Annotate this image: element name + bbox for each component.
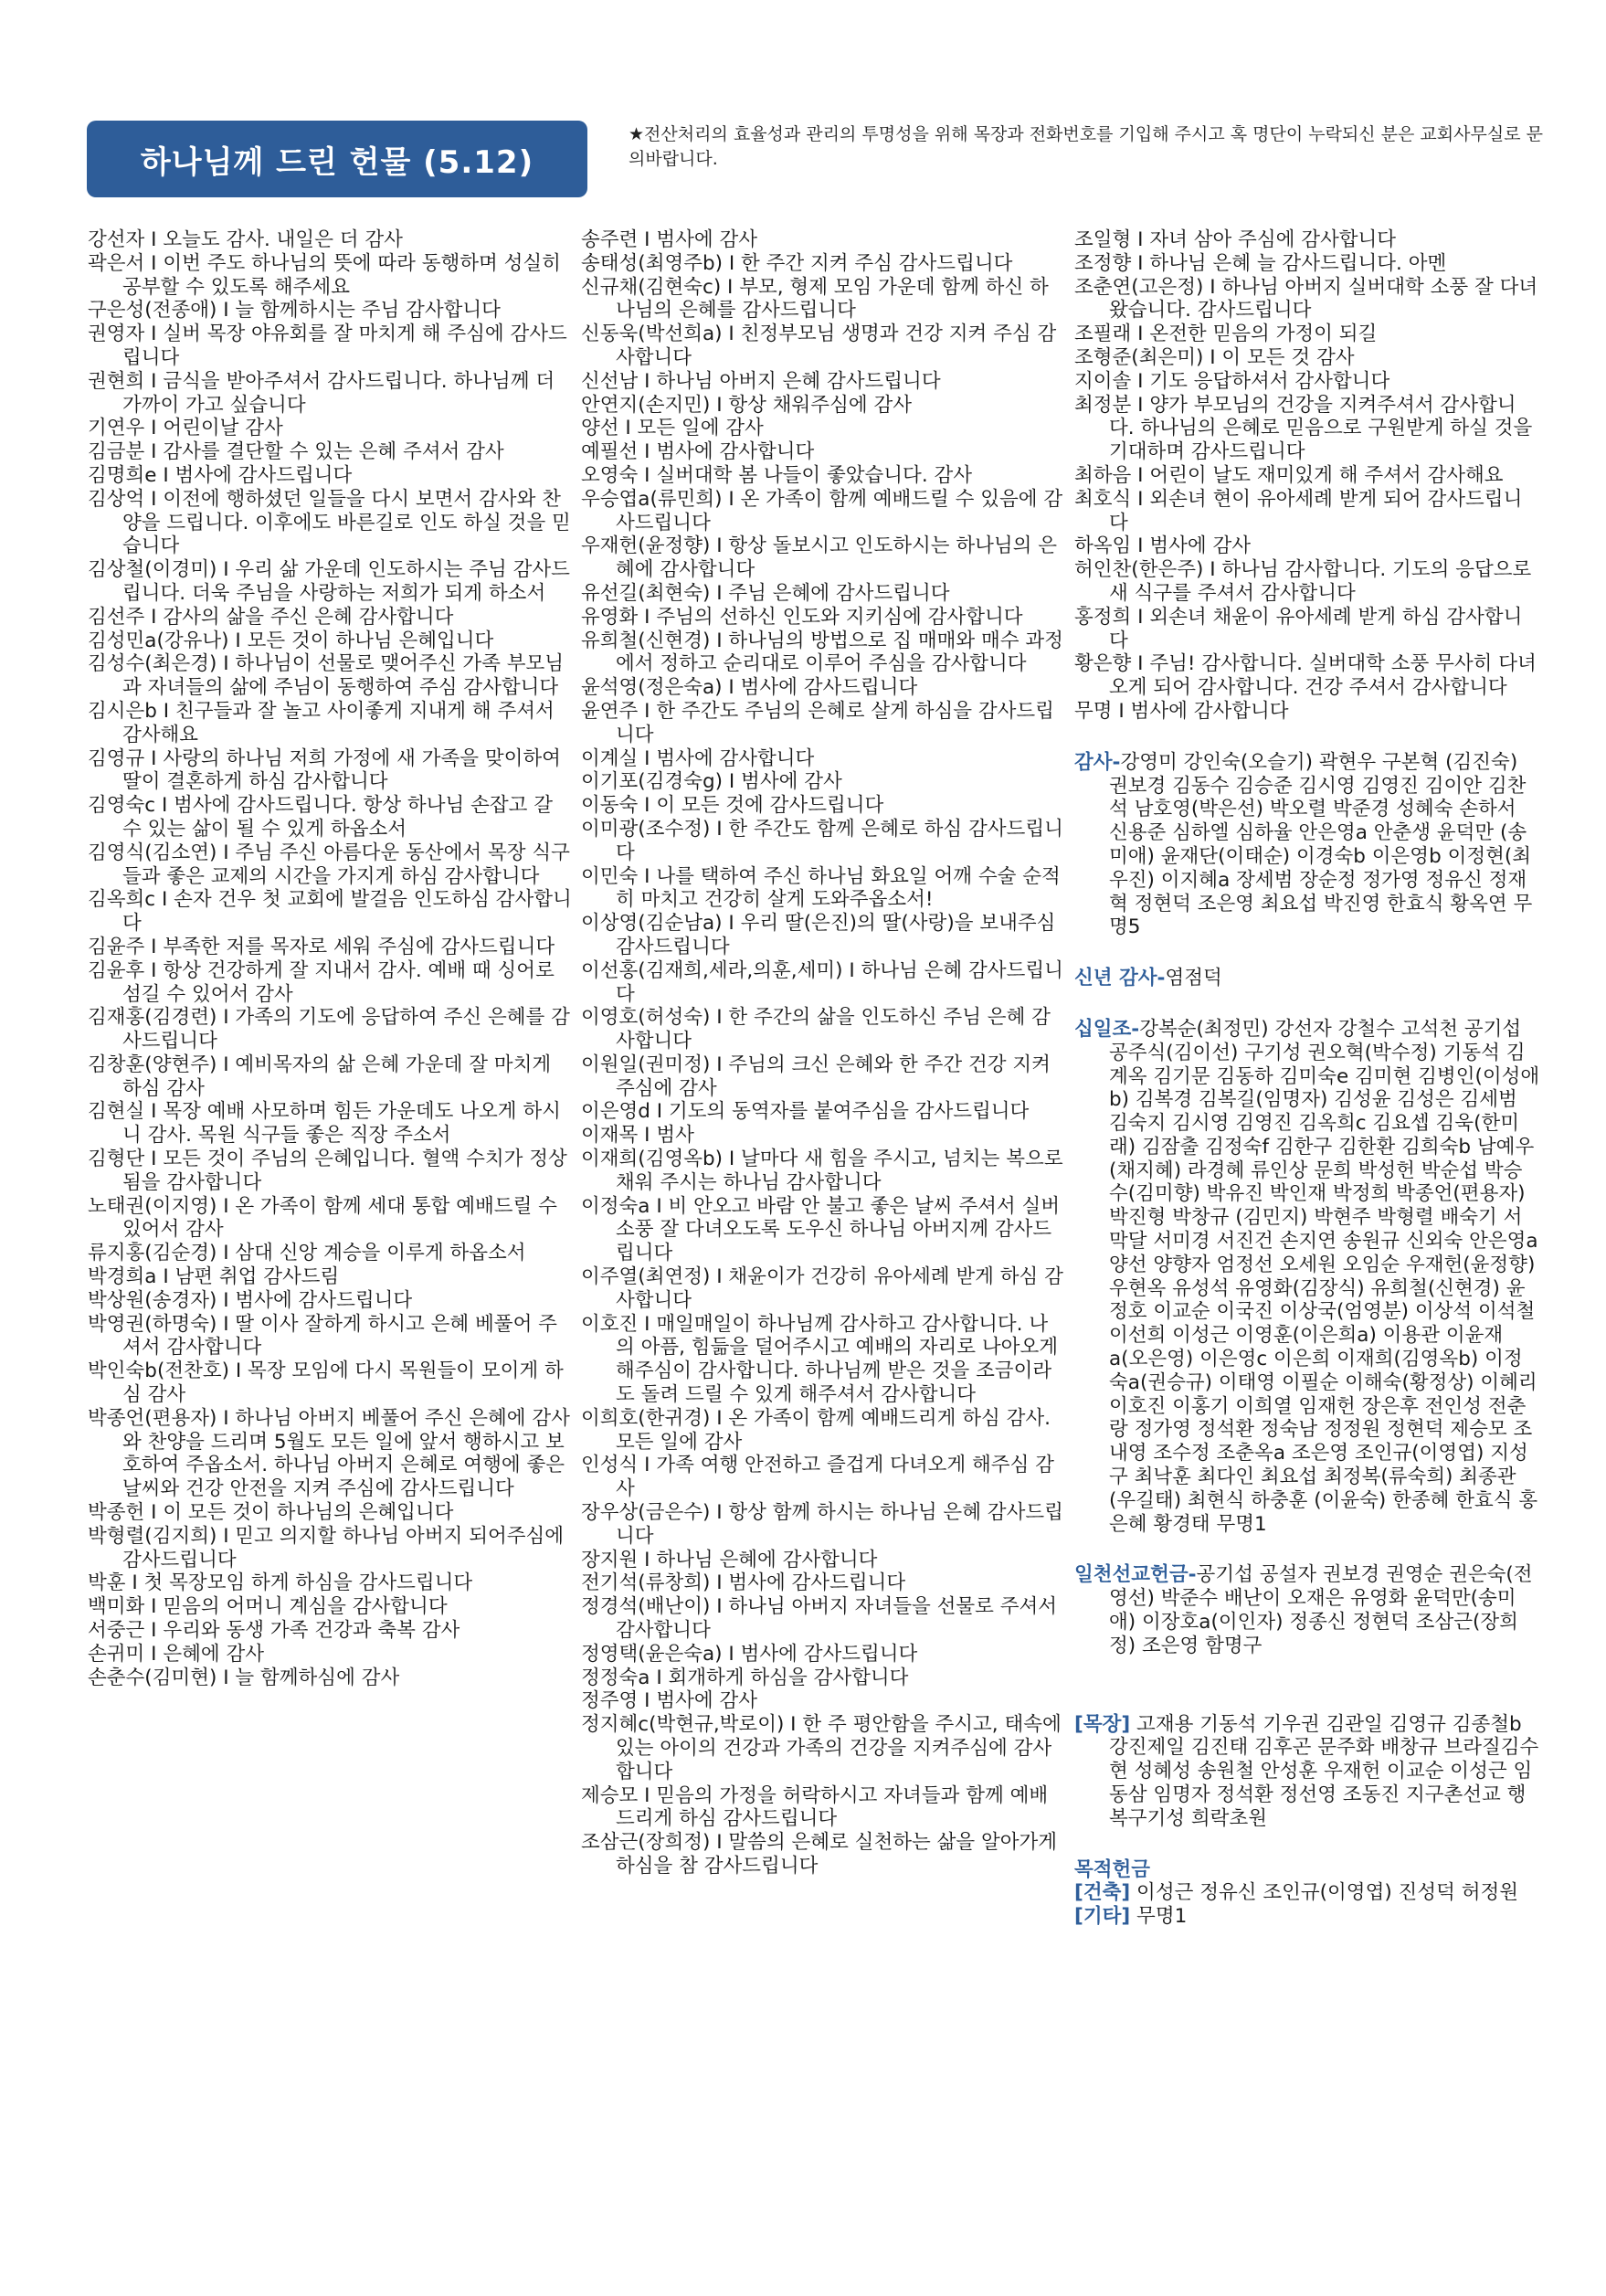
offering-entry: 송태성(최영주b) I 한 주간 지켜 주심 감사드립니다 (581, 251, 1013, 275)
offering-entry: 최호식 I 외손녀 현이 유아세례 받게 되어 감사드립니다 (1074, 487, 1523, 534)
offering-entry: 구은성(전종애) I 늘 함께하시는 주님 감사합니다 (88, 299, 501, 323)
offering-entry: 전기석(류창희) I 범사에 감사드립니다 (581, 1571, 906, 1595)
offering-entry: 정정숙a I 회개하게 하심을 감사합니다 (581, 1666, 909, 1689)
offering-entry: 예필선 I 범사에 감사합니다 (581, 440, 815, 464)
purpose-heading: 목적헌금 (1074, 1857, 1151, 1881)
thanks-names: 강영미 강인숙(오슬기) 곽현우 구본혁 (김진숙) 권보경 김동수 김승준 김시영 김영진 김이안 김찬석 남호영(박은선) 박오렬 박준경 성혜숙 손하서 신용준 심하엘 심하율 안은영a 안춘생 윤덕만 (송미애) 윤재단(이태순) 이경숙b 이은영b 이정현(최우진) 이지혜a 장세범 장순정 정가영 정유신 정재혁 정현덕 조은영 최요섭 박진영 한효식 황옥연 무명5 (1109, 750, 1533, 939)
offering-entry: 이미광(조수정) I 한 주간도 함께 은혜로 하심 감사드립니다 (581, 817, 1063, 864)
building-names: 이성근 정유신 조인규(이영엽) 진성덕 허정원 (1136, 1881, 1519, 1905)
offering-entry: 조춘연(고은정) I 하나님 아버지 실버대학 소풍 잘 다녀왔습니다. 감사드립니다 (1074, 275, 1538, 323)
offering-entry: 정주영 I 범사에 감사 (581, 1689, 757, 1713)
offering-entry: 기연우 I 어린이날 감사 (88, 417, 283, 440)
offering-entry: 안연지(손지민) I 항상 채워주심에 감사 (581, 393, 912, 417)
offering-entry: 허인찬(한은주) I 하나님 감사합니다. 기도의 응답으로 새 식구를 주셔서 감사합니다 (1074, 558, 1532, 605)
offering-column-1 (88, 228, 572, 1689)
offering-column-3 (1074, 228, 1540, 1929)
offering-entry: 장우상(금은수) I 항상 함께 하시는 하나님 은혜 감사드립니다 (581, 1501, 1063, 1548)
offering-entry: 장지원 I 하나님 은혜에 감사합니다 (581, 1548, 878, 1571)
newyear-section (1074, 967, 1540, 990)
offering-entry: 김형단 I 모든 것이 주님의 은혜입니다. 혈액 수치가 정상 됨을 감사합니다 (88, 1148, 567, 1194)
offering-entry: 김윤후 I 항상 건강하게 잘 지내서 감사. 예배 때 싱어로 섬길 수 있어서 감사 (88, 958, 555, 1006)
offering-entry: 이주열(최연정) I 채윤이가 건강히 유아세례 받게 하심 감사합니다 (581, 1265, 1063, 1312)
offering-entry: 홍정희 I 외손녀 채윤이 유아세례 받게 하심 감사합니다 (1074, 605, 1523, 652)
offering-entry: 박형렬(김지희) I 믿고 의지할 하나님 아버지 되어주심에 감사드립니다 (88, 1524, 565, 1571)
offering-entry: 김시은b I 친구들과 잘 놀고 사이좋게 지내게 해 주셔서 감사해요 (88, 699, 555, 746)
offering-entry: 박종언(편용자) I 하나님 아버지 베풀어 주신 은혜에 감사와 찬양을 드리며 5월도 모든 일에 앞서 행하시고 보호하여 주옵소서. 하나님 아버지 은혜로 여행에 좋은 날씨와 건강 안전을 지켜 주심에 감사드립니다 (88, 1406, 570, 1501)
offering-entry: 박종헌 I 이 모든 것이 하나님의 은혜입니다 (88, 1501, 454, 1525)
offering-entry: 박경희a I 남편 취업 감사드림 (88, 1265, 340, 1289)
offering-entry: 윤연주 I 한 주간도 주님의 은혜로 살게 하심을 감사드립니다 (581, 699, 1054, 746)
offering-entry: 정영택(윤은숙a) I 범사에 감사드립니다 (581, 1642, 918, 1666)
offering-entry: 최정분 I 양가 부모님의 건강을 지켜주셔서 감사합니다. 하나님의 은혜로 믿음으로 구원받게 하실 것을 기대하며 감사드립니다 (1074, 393, 1533, 464)
offering-entry: 제승모 I 믿음의 가정을 허락하시고 자녀들과 함께 예배 드리게 하심 감사드립니다 (581, 1783, 1049, 1831)
offering-entry: 김옥희c I 손자 건우 첫 교회에 발걸음 인도하심 감사합니다 (88, 888, 572, 936)
offering-entry: 우승엽a(류민희) I 온 가족이 함께 예배드릴 수 있음에 감사드립니다 (581, 487, 1063, 534)
offering-entry: 이희호(한귀경) I 온 가족이 함께 예배드리게 하심 감사. 모든 일에 감사 (581, 1406, 1051, 1454)
offering-entry: 황은향 I 주님! 감사합니다. 실버대학 소풍 무사히 다녀오게 되어 감사합니다. 건강 주셔서 감사합니다 (1074, 652, 1537, 700)
offering-entry: 강선자 I 오늘도 감사. 내일은 더 감사 (88, 228, 403, 251)
offering-entry: 김선주 I 감사의 삶을 주신 은혜 감사합니다 (88, 605, 454, 629)
offering-entry: 김영식(김소연) I 주님 주신 아름다운 동산에서 목장 식구들과 좋은 교제의 시간을 가지게 하심 감사합니다 (88, 841, 570, 888)
offering-entry: 이영호(허성숙) I 한 주간의 삶을 인도하신 주님 은혜 감사합니다 (581, 1006, 1051, 1053)
offering-entry: 조필래 I 온전한 믿음의 가정이 되길 (1074, 323, 1378, 346)
offering-entry: 조일형 I 자녀 삼아 주심에 감사합니다 (1074, 228, 1397, 251)
offering-entry: 송주련 I 범사에 감사 (581, 228, 757, 251)
notice-text: ★전산처리의 효율성과 관리의 투명성을 위해 목장과 전화번호를 기입해 주시고 혹 명단이 누락되신 분은 교회사무실로 문의바랍니다. (629, 124, 1543, 169)
offering-entry: 박상원(송경자) I 범사에 감사드립니다 (88, 1288, 413, 1312)
offering-entry: 이민숙 I 나를 택하여 주신 하나님 화요일 어깨 수술 순적히 마치고 건강히 살게 도와주옵소서! (581, 864, 1061, 912)
mission-heading: 일천선교헌금- (1074, 1563, 1197, 1587)
offering-entry: 이상영(김순남a) I 우리 딸(은진)의 딸(사랑)을 보내주심 감사드립니다 (581, 912, 1056, 958)
offering-entry: 유희철(신현경) I 하나님의 방법으로 집 매매와 매수 과정에서 정하고 순리대로 이루어 주심을 감사합니다 (581, 629, 1063, 676)
offering-entry: 정경석(배난이) I 하나님 아버지 자녀들을 선물로 주셔서 감사합니다 (581, 1595, 1058, 1643)
offering-entry: 신규채(김현숙c) I 부모, 형제 모임 가운데 함께 하신 하나님의 은혜를 감사드립니다 (581, 275, 1049, 323)
offering-entry: 최하음 I 어린이 날도 재미있게 해 주셔서 감사해요 (1074, 463, 1504, 487)
offering-entry: 김성민a(강유나) I 모든 것이 하나님 은혜입니다 (88, 629, 494, 652)
offering-entry: 신동욱(박선희a) I 친정부모님 생명과 건강 지켜 주심 감사합니다 (581, 323, 1057, 369)
offering-entry: 신선남 I 하나님 아버지 은혜 감사드립니다 (581, 369, 941, 393)
tithe-section (1074, 1018, 1540, 1537)
offering-entry: 곽은서 I 이번 주도 하나님의 뜻에 따라 동행하며 성실히 공부할 수 있도록 해주세요 (88, 251, 561, 299)
thanks-heading: 감사- (1074, 750, 1121, 774)
mokjang-section (1074, 1713, 1540, 1831)
offering-entry: 권영자 I 실버 목장 야유회를 잘 마치게 해 주심에 감사드립니다 (88, 323, 567, 369)
mission-section (1074, 1563, 1540, 1657)
offering-entry: 정지혜c(박현규,박로이) I 한 주 평안함을 주시고, 태속에 있는 아이의 건강과 가족의 건강을 지켜주심에 감사합니다 (581, 1713, 1062, 1783)
etc-heading: [기타] (1074, 1905, 1131, 1929)
offering-column-2 (581, 228, 1065, 1878)
offering-entry: 김영규 I 사랑의 하나님 저희 가정에 새 가족을 맞이하여 딸이 결혼하게 하심 감사합니다 (88, 746, 561, 794)
offering-entry: 박영권(하명숙) I 딸 이사 잘하게 하시고 은혜 베풀어 주셔서 감사합니다 (88, 1312, 557, 1360)
offering-entry: 박훈 I 첫 목장모임 하게 하심을 감사드립니다 (88, 1571, 473, 1595)
offering-entry: 김윤주 I 부족한 저를 목자로 세워 주심에 감사드립니다 (88, 935, 555, 958)
offering-entry: 김상철(이경미) I 우리 삶 가운데 인도하시는 주님 감사드립니다. 더욱 주님을 사랑하는 저희가 되게 하소서 (88, 558, 570, 605)
offering-entry: 하옥임 I 범사에 감사 (1074, 534, 1251, 558)
offering-entry: 서중근 I 우리와 동생 가족 건강과 축복 감사 (88, 1619, 460, 1643)
page-title: 하나님께 드린 헌물 (5.12) (87, 121, 587, 197)
offering-entry: 이계실 I 범사에 감사합니다 (581, 746, 815, 770)
building-heading: [건축] (1074, 1881, 1131, 1905)
offering-entry: 양선 I 모든 일에 감사 (581, 417, 764, 440)
column-3-entries (1074, 228, 1540, 724)
offering-entry: 류지홍(김순경) I 삼대 신앙 계승을 이루게 하옵소서 (88, 1242, 526, 1265)
offering-entry: 노태권(이지영) I 온 가족이 함께 세대 통합 예배드릴 수 있어서 감사 (88, 1194, 557, 1242)
offering-entry: 이재희(김영옥b) I 날마다 새 힘을 주시고, 넘치는 복으로 채워 주시는 하나님 감사합니다 (581, 1148, 1063, 1194)
offering-entry: 이재목 I 범사 (581, 1124, 694, 1148)
offering-entry: 지이솔 I 기도 응답하셔서 감사합니다 (1074, 369, 1390, 393)
thanks-section (1074, 751, 1540, 939)
offering-entry: 김현실 I 목장 예배 사모하며 힘든 가운데도 나오게 하시니 감사. 목원 식구들 좋은 직장 주소서 (88, 1100, 561, 1148)
offering-entry: 김명희e I 범사에 감사드립니다 (88, 463, 353, 487)
mission-names: 공기섭 공설자 권보경 권영순 권은숙(전영선) 박준수 배난이 오재은 유영화 윤덕만(송미애) 이장호a(이인자) 정종신 정현덕 조삼근(장희정) 조은영 함명구 (1109, 1563, 1533, 1657)
building-section (1074, 1881, 1540, 1905)
offering-entry: 윤석영(정은숙a) I 범사에 감사드립니다 (581, 676, 918, 700)
offering-entry: 김성수(최은경) I 하나님이 선물로 맺어주신 가족 부모님과 자녀들의 삶에 주님이 동행하여 주심 감사합니다 (88, 652, 565, 700)
offering-entry: 조삼근(장희정) I 말씀의 은혜로 실천하는 삶을 알아가게 하심을 참 감사드립니다 (581, 1831, 1058, 1878)
offering-entry: 이동숙 I 이 모든 것에 감사드립니다 (581, 794, 884, 818)
newyear-heading: 신년 감사- (1074, 967, 1166, 990)
offering-entry: 우재헌(윤정향) I 항상 돌보시고 인도하시는 하나님의 은혜에 감사합니다 (581, 534, 1058, 582)
newyear-names: 염점덕 (1165, 967, 1222, 990)
tithe-names: 강복순(최정민) 강선자 강철수 고석천 공기섭 공주식(김이선) 구기성 권오혁(박수정) 기동석 김계옥 김기문 김동하 김미숙e 김미현 김병인(이성애b) 김복경 김복길(임명자) 김성윤 김성은 김세범 김숙지 김시영 김영진 김옥희c 김요셉 김욱(한미래) 김잠출 김정숙f 김한구 김한환 김희숙b 남예우(채지혜) 라경혜 류인상 문희 박성헌 박순섭 박승수(김미향) 박유진 박인재 박정희 박종언(편용자) 박진형 박창규 (김민지) 박현주 박형렬 배숙기 서막달 서미경 서진건 손지연 송원규 신외숙 안은영a 양선 양향자 엄정선 오세원 오임순 우재헌(윤정향) 우현옥 유성석 유영화(김장식) 유희철(신현경) 윤정호 이교순 이국진 이상국(엄영분) 이상석 이석철 이선희 이성근 이영훈(이은희a) 이용관 이윤재a(오은영) 이은영c 이은희 이재희(김영옥b) 이정숙a(권승규) 이태영 이필순 이해숙(황정상) 이혜리 이호진 이홍기 이희열 임재헌 장은후 전인성 전춘랑 정가영 정석환 정숙남 정정원 정현덕 제승모 조내영 조수정 조춘옥a 조은영 조인규(이영엽) 지성구 최낙훈 최다인 최요섭 최정복(류숙희) 최종관(우길태) 최현식 하충훈 (이윤숙) 한종혜 한효식 홍은혜 황경태 무명1 (1109, 1017, 1540, 1536)
offering-entry: 김창훈(양현주) I 예비목자의 삶 은혜 가운데 잘 마치게 하심 감사 (88, 1053, 552, 1100)
offering-entry: 인성식 I 가족 여행 안전하고 즐겁게 다녀오게 해주심 감사 (581, 1454, 1054, 1501)
offering-entry: 오영숙 I 실버대학 봄 나들이 좋았습니다. 감사 (581, 463, 973, 487)
offering-entry: 이호진 I 매일매일이 하나님께 감사하고 감사합니다. 나의 아픔, 힘듦을 덜어주시고 예배의 자리로 나아오게 해주심이 감사합니다. 하나님께 받은 것을 조금이라도 돌려 드릴 수 있게 해주셔서 감사합니다 (581, 1312, 1058, 1407)
offering-entry: 무명 I 범사에 감사합니다 (1074, 699, 1289, 723)
offering-entry: 김상억 I 이전에 행하셨던 일들을 다시 보면서 감사와 찬양을 드립니다. 이후에도 바른길로 인도 하실 것을 믿습니다 (88, 487, 571, 558)
mokjang-names: 고재용 기동석 기우권 김관일 김영규 김종철b강진제일 김진태 김후곤 문주화 배창규 브라질김수현 성혜성 송원철 안성훈 우재헌 이교순 이성근 임동삼 임명자 정석환 정선영 조동진 지구촌선교 행복구기성 희락초원 (1109, 1712, 1539, 1830)
offering-entry: 손귀미 I 은혜에 감사 (88, 1642, 264, 1666)
offering-entry: 김재홍(김경련) I 가족의 기도에 응답하여 주신 은혜를 감사드립니다 (88, 1006, 570, 1053)
offering-entry: 조정향 I 하나님 은혜 늘 감사드립니다. 아멘 (1074, 251, 1447, 275)
offering-entry: 이정숙a I 비 안오고 바람 안 불고 좋은 날씨 주셔서 실버 소풍 잘 다녀오도록 도우신 하나님 아버지께 감사드립니다 (581, 1194, 1061, 1265)
offering-entry: 권현희 I 금식을 받아주셔서 감사드립니다. 하나님께 더 가까이 가고 싶습니다 (88, 369, 555, 417)
etc-names: 무명1 (1136, 1905, 1188, 1929)
tithe-heading: 십일조- (1074, 1017, 1140, 1041)
offering-entry: 김영숙c I 범사에 감사드립니다. 항상 하나님 손잡고 갈 수 있는 삶이 될 수 있게 하옵소서 (88, 794, 553, 841)
offering-entry: 김금분 I 감사를 결단할 수 있는 은혜 주셔서 감사 (88, 440, 504, 464)
etc-section (1074, 1905, 1540, 1929)
mokjang-heading: [목장] (1074, 1712, 1131, 1736)
offering-entry: 이선홍(김재희,세라,의훈,세미) I 하나님 은혜 감사드립니다 (581, 958, 1063, 1006)
offering-entry: 박인숙b(전찬호) I 목장 모임에 다시 목원들이 모이게 하심 감사 (88, 1360, 564, 1407)
offering-entry: 조형준(최은미) I 이 모든 것 감사 (1074, 345, 1355, 369)
offering-entry: 손춘수(김미현) I 늘 함께하심에 감사 (88, 1666, 400, 1689)
offering-entry: 유선길(최현숙) I 주님 은혜에 감사드립니다 (581, 581, 950, 605)
offering-entry: 이기포(김경숙g) I 범사에 감사 (581, 770, 842, 794)
offering-entry: 백미화 I 믿음의 어머니 계심을 감사합니다 (88, 1595, 448, 1619)
offering-entry: 이은영d I 기도의 동역자를 붙여주심을 감사드립니다 (581, 1100, 1030, 1124)
offering-entry: 이원일(권미정) I 주님의 크신 은혜와 한 주간 건강 지켜 주심에 감사 (581, 1053, 1051, 1100)
offering-entry: 유영화 I 주님의 선하신 인도와 지키심에 감사합니다 (581, 605, 1023, 629)
